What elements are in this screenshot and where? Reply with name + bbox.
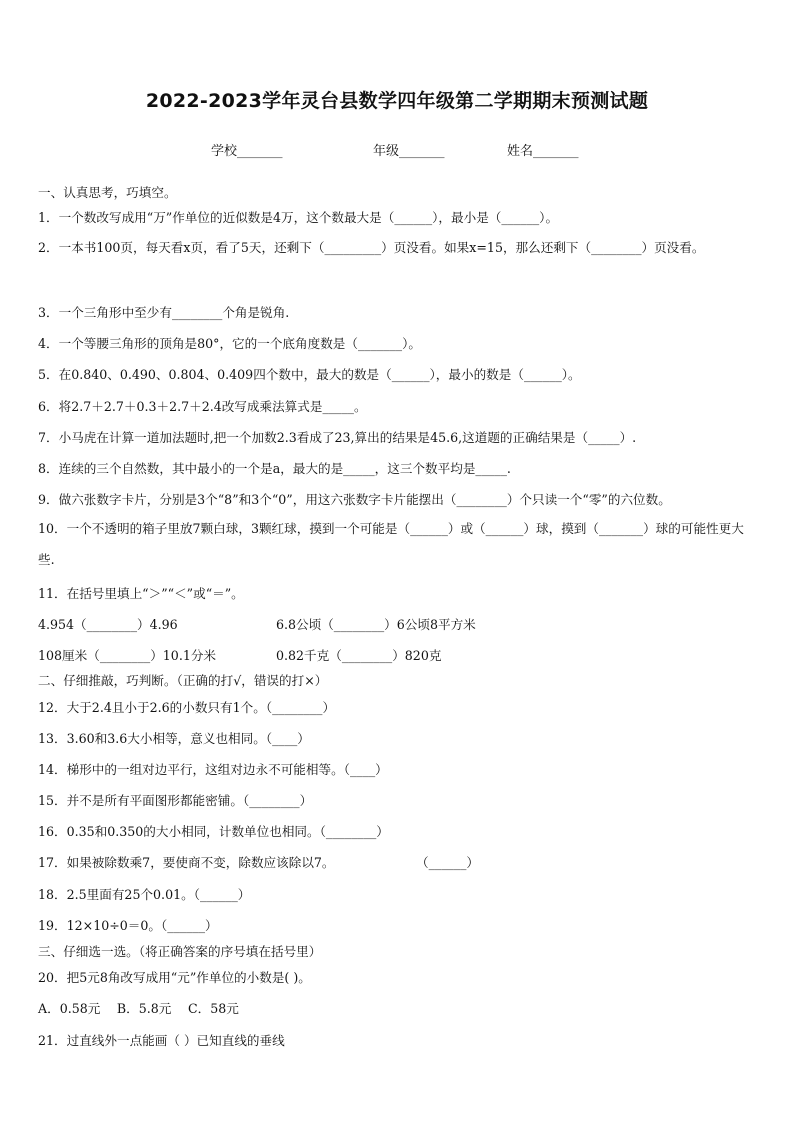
- question-11-item-c: 108厘米（________）10.1分米: [38, 648, 217, 663]
- question-20-options: A．0.58元 B．5.8元 C．58元: [38, 1001, 239, 1016]
- question-5: 5．在0.840、0.490、0.804、0.409四个数中，最大的数是（______），最小的数是（______）。: [38, 367, 581, 382]
- name-field: 姓名_______: [507, 144, 579, 159]
- question-16: 16．0.35和0.350的大小相同，计数单位也相同。（________）: [38, 824, 389, 839]
- question-2: 2．一本书100页，每天看x页，看了5天，还剩下（_________）页没看。如果x=15，那么还剩下（________）页没看。: [38, 240, 705, 255]
- question-7: 7．小马虎在计算一道加法题时,把一个加数2.3看成了23,算出的结果是45.6,这道题的正确结果是（_____）.: [38, 430, 637, 445]
- question-11-item-d: 0.82千克（________）820克: [276, 648, 442, 663]
- question-8: 8．连续的三个自然数，其中最小的一个是a，最大的是_____，这三个数平均是_____.: [38, 461, 511, 476]
- question-1: 1．一个数改写成用“万”作单位的近似数是4万，这个数最大是（______），最小是（______）。: [38, 210, 559, 225]
- question-10: 10．一个不透明的箱子里放7颗白球，3颗红球，摸到一个可能是（______）或（______）球，摸到（_______）球的可能性更大些.: [38, 521, 744, 567]
- question-9: 9．做六张数字卡片，分别是3个“8”和3个“0”，用这六张数字卡片能摆出（________）个只读一个“零”的六位数。: [38, 492, 671, 507]
- question-17: 17．如果被除数乘7，要使商不变，除数应该除以7。: [38, 855, 335, 870]
- page-title: 2022-2023学年灵台县数学四年级第二学期期末预测试题: [145, 90, 649, 112]
- question-12: 12．大于2.4且小于2.6的小数只有1个。（________）: [38, 700, 336, 715]
- question-21: 21．过直线外一点能画（ ）已知直线的垂线: [38, 1033, 285, 1048]
- question-11-item-b: 6.8公顷（________）6公顷8平方米: [276, 617, 476, 632]
- question-15: 15．并不是所有平面图形都能密铺。（________）: [38, 793, 313, 808]
- question-3: 3．一个三角形中至少有________个角是锐角.: [38, 305, 290, 320]
- question-14: 14．梯形中的一组对边平行，这组对边永不可能相等。（____）: [38, 762, 388, 777]
- question-11: 11．在括号里填上“＞”“＜”或“＝”。: [38, 586, 244, 601]
- question-18: 18．2.5里面有25个0.01。（______）: [38, 887, 251, 902]
- question-6: 6．将2.7＋2.7＋0.3＋2.7＋2.4改写成乘法算式是_____。: [38, 399, 367, 414]
- section-heading-fill-blank: 一、认真思考，巧填空。: [38, 185, 177, 200]
- question-11-item-a: 4.954（________）4.96: [38, 617, 178, 632]
- question-13: 13．3.60和3.6大小相等，意义也相同。（____）: [38, 731, 310, 746]
- school-field: 学校_______: [211, 144, 283, 159]
- section-heading-true-false: 二、仔细推敲，巧判断。（正确的打√，错误的打×）: [38, 673, 328, 688]
- question-17-answer: （______）: [416, 855, 479, 870]
- grade-field: 年级_______: [373, 144, 445, 159]
- question-20: 20．把5元8角改写成用“元”作单位的小数是( )。: [38, 970, 311, 985]
- question-4: 4．一个等腰三角形的顶角是80°，它的一个底角度数是（_______）。: [38, 336, 421, 351]
- section-heading-multiple-choice: 三、仔细选一选。（将正确答案的序号填在括号里）: [38, 944, 322, 959]
- question-19: 19．12×10÷0＝0。（______）: [38, 918, 218, 933]
